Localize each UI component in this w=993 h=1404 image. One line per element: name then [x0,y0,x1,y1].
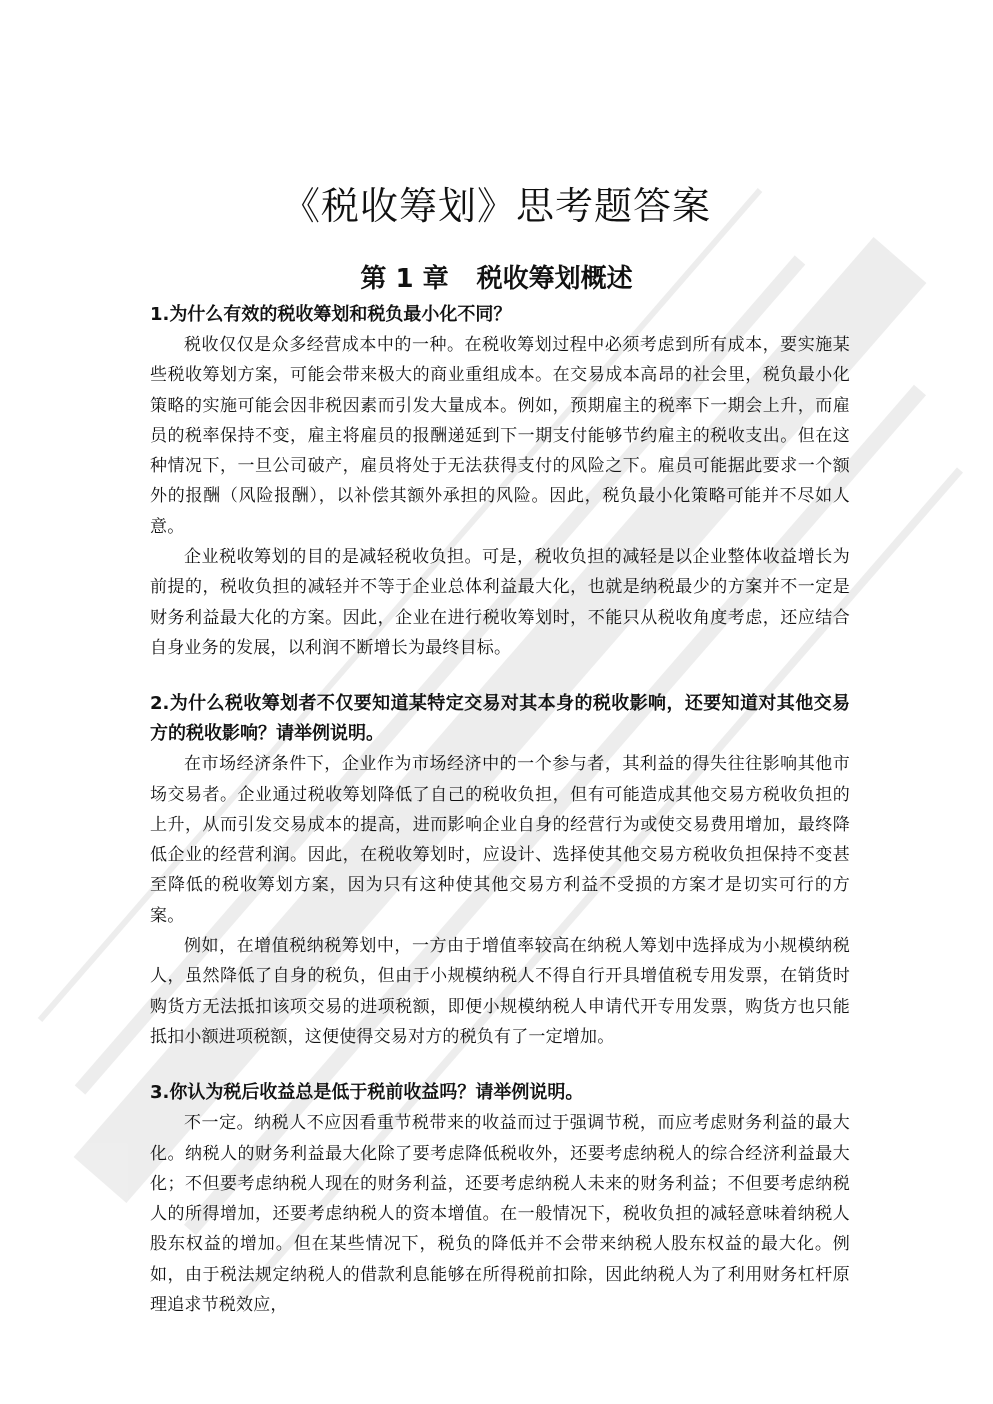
question-heading: 2.为什么税收筹划者不仅要知道某特定交易对其本身的税收影响，还要知道对其他交易方的税收影响？请举例说明。 [150,693,850,745]
answer-paragraph: 例如，在增值税纳税筹划中，一方由于增值率较高在纳税人筹划中选择成为小规模纳税人，虽然降低了自身的税负，但由于小规模纳税人不得自行开具增值税专用发票，在销货时购货方无法抵扣该项交易的进项税额，即便小规模纳税人申请代开专用发票，购货方也只能抵扣小额进项税额，这便使得交易对方的税负有了一定增加。 [150,936,850,1047]
chapter-heading [0,258,993,295]
chapter-name: 税收筹划概述 [476,263,633,294]
question-block-2 [150,689,850,1052]
answer-paragraph: 税收仅仅是众多经营成本中的一种。在税收筹划过程中必须考虑到所有成本，要实施某些税收筹划方案，可能会带来极大的商业重组成本。在交易成本高昂的社会里，税负最小化策略的实施可能会因非税因素而引发大量成本。例如，预期雇主的税率下一期会上升，而雇员的税率保持不变，雇主将雇员的报酬递延到下一期支付能够节约雇主的税收支出。但在这种情况下，一旦公司破产，雇员将处于无法获得支付的风险之下。雇员可能据此要求一个额外的报酬（风险报酬），以补偿其额外承担的风险。因此，税负最小化策略可能并不尽如人意。 [150,335,850,537]
chapter-number: 第 1 章 [360,263,449,294]
answer-paragraph: 不一定。纳税人不应因看重节税带来的收益而过于强调节税，而应考虑财务利益的最大化。纳税人的财务利益最大化除了要考虑降低税收外，还要考虑纳税人的综合经济利益最大化；不但要考虑纳税人现在的财务利益，还要考虑纳税人未来的财务利益；不但要考虑纳税人的所得增加，还要考虑纳税人的资本增值。在一般情况下，税收负担的减轻意味着纳税人股东权益的增加。但在某些情况下，税负的降低并不会带来纳税人股东权益的最大化。例如，由于税法规定纳税人的借款利息能够在所得税前扣除，因此纳税人为了利用财务杠杆原理追求节税效应， [150,1113,850,1316]
question-heading: 1.为什么有效的税收筹划和税负最小化不同？ [150,304,512,325]
questions-section [150,300,850,1320]
question-heading: 3.你认为税后收益总是低于税前收益吗？请举例说明。 [150,1082,584,1104]
document-title: 《税收筹划》思考题答案 [281,184,711,229]
answer-paragraph: 在市场经济条件下，企业作为市场经济中的一个参与者，其利益的得失往往影响其他市场交易者。企业通过税收筹划降低了自己的税收负担，但有可能造成其他交易方税收负担的上升，从而引发交易成本的提高，进而影响企业自身的经营行为或使交易费用增加，最终降低企业的经营利润。因此，在税收筹划时，应设计、选择使其他交易方税收负担保持不变甚至降低的税收筹划方案，因为只有这种使其他交易方利益不受损的方案才是切实可行的方案。 [150,754,850,926]
answer-paragraph: 企业税收筹划的目的是减轻税收负担。可是，税收负担的减轻是以企业整体收益增长为前提的，税收负担的减轻并不等于企业总体利益最大化，也就是纳税最少的方案并不一定是财务利益最大化的方案。因此，企业在进行税收筹划时，不能只从税收角度考虑，还应结合自身业务的发展，以利润不断增长为最终目标。 [150,547,850,658]
question-block-3 [150,1078,850,1320]
question-block-1 [150,300,850,663]
